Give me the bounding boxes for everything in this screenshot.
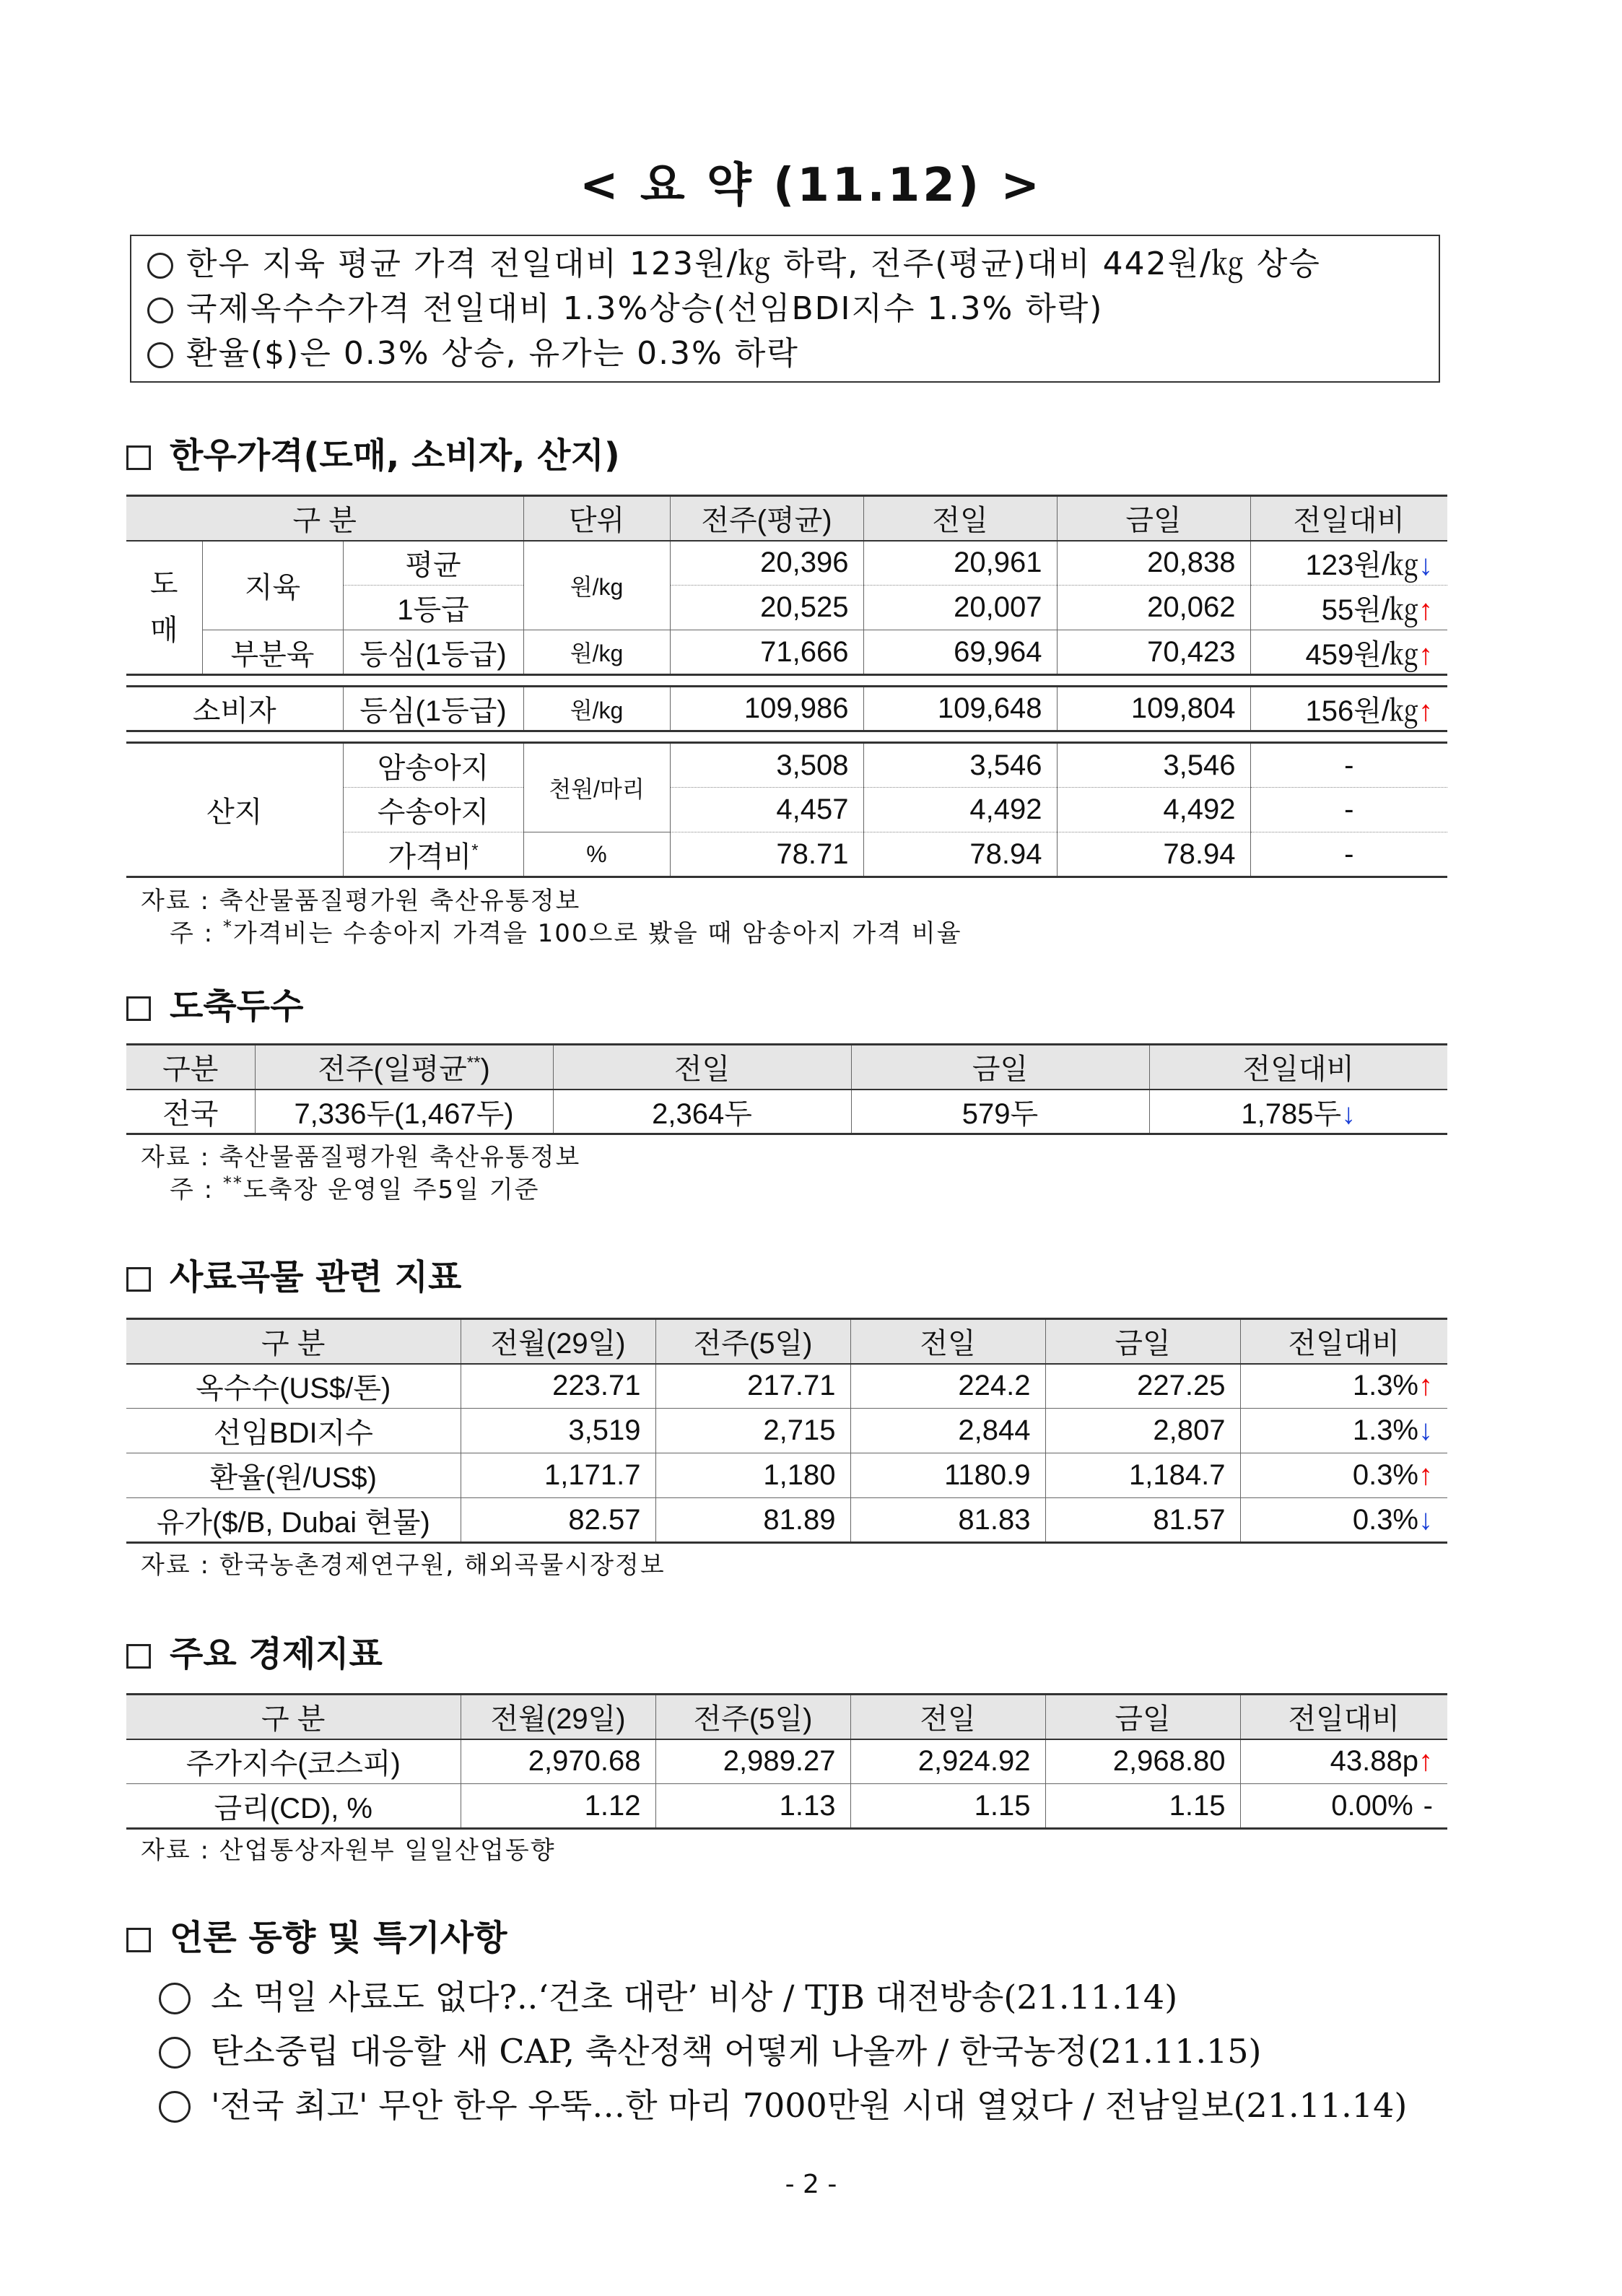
table-row: 유가($/B, Dubai 현물) 82.57 81.89 81.83 81.57 0.3%↓ xyxy=(126,1498,1447,1543)
table-row: 수송아지 4,457 4,492 4,492 - xyxy=(126,788,1447,832)
section-heading-slaughter: 도축두수 xyxy=(126,978,303,1028)
square-bullet-icon xyxy=(126,445,151,470)
down-arrow-icon: ↓ xyxy=(1341,1097,1356,1130)
news-item: 소 먹일 사료도 없다?..‘건초 대란’ 비상 / TJB 대전방송(21.11.14) xyxy=(159,1971,1177,2019)
summary-box xyxy=(130,235,1440,383)
slaughter-table xyxy=(126,1043,1447,1135)
table-row: 금리(CD), % 1.12 1.13 1.15 1.15 0.00% - xyxy=(126,1784,1447,1829)
summary-line: 국제옥수수가격 전일대비 1.3%상승(선임BDI지수 1.3% 하락) xyxy=(147,287,1423,331)
source-note: 자료 : 산업통상자원부 일일산업동향 xyxy=(141,1836,556,1865)
page-number: - 2 - xyxy=(785,2170,837,2199)
circle-bullet-icon xyxy=(147,253,173,279)
table-row: 환율(원/US$) 1,171.7 1,180 1180.9 1,184.7 0.3%↑ xyxy=(126,1453,1447,1498)
table-row: 도 매 지육 평균 원/kg 20,396 20,961 20,838 123원/㎏↓ xyxy=(126,541,1447,586)
table-row: 산지 암송아지 천원/마리 3,508 3,546 3,546 - xyxy=(126,743,1447,788)
up-arrow-icon: ↑ xyxy=(1418,1459,1433,1491)
square-bullet-icon xyxy=(126,996,151,1021)
table-header-row: 구 분 단위 전주(평균) 전일 금일 전일대비 xyxy=(126,496,1447,541)
section-heading-media: 언론 동향 및 특기사항 xyxy=(126,1910,507,1960)
table-row: 전국 7,336두(1,467두) 2,364두 579두 1,785두↓ xyxy=(126,1090,1447,1134)
down-arrow-icon: ↓ xyxy=(1418,1503,1433,1536)
table-row: 옥수수(US$/톤) 223.71 217.71 224.2 227.25 1.3%↑ xyxy=(126,1364,1447,1409)
circle-bullet-icon xyxy=(147,297,173,323)
section-heading-feed-grain: 사료곡물 관련 지표 xyxy=(126,1249,461,1299)
circle-bullet-icon xyxy=(159,2037,191,2069)
table-header-row: 구 분 전월(29일) 전주(5일) 전일 금일 전일대비 xyxy=(126,1695,1447,1739)
circle-bullet-icon xyxy=(159,2091,191,2123)
summary-line: 환율($)은 0.3% 상승, 유가는 0.3% 하락 xyxy=(147,331,1423,376)
up-arrow-icon: ↑ xyxy=(1418,638,1433,671)
table-row: 1등급 20,525 20,007 20,062 55원/㎏↑ xyxy=(126,586,1447,630)
square-bullet-icon xyxy=(126,1267,151,1292)
footnote: 주 : *가격비는 수송아지 가격을 100으로 봤을 때 암송아지 가격 비율 xyxy=(170,916,962,948)
circle-bullet-icon xyxy=(159,1983,191,2014)
section-heading-economy: 주요 경제지표 xyxy=(126,1626,383,1676)
table-row: 소비자 등심(1등급) 원/kg 109,986 109,648 109,804 156원/㎏↑ xyxy=(126,687,1447,731)
summary-line: 한우 지육 평균 가격 전일대비 123원/㎏ 하락, 전주(평균)대비 442원/㎏ 상승 xyxy=(147,242,1423,287)
section-heading-hanwoo-price: 한우가격(도매, 소비자, 산지) xyxy=(126,427,620,477)
table-row: 부분육 등심(1등급) 원/kg 71,666 69,964 70,423 459원/㎏↑ xyxy=(126,630,1447,675)
source-note: 자료 : 축산물품질평가원 축산유통정보 xyxy=(141,887,581,916)
footnote: 주 : **도축장 운영일 주5일 기준 xyxy=(170,1173,540,1204)
table-row: 선임BDI지수 3,519 2,715 2,844 2,807 1.3%↓ xyxy=(126,1409,1447,1453)
source-note: 자료 : 축산물품질평가원 축산유통정보 xyxy=(141,1143,581,1172)
up-arrow-icon: ↑ xyxy=(1418,1745,1433,1778)
circle-bullet-icon xyxy=(147,342,173,368)
down-arrow-icon: ↓ xyxy=(1418,1414,1433,1446)
square-bullet-icon xyxy=(126,1644,151,1669)
table-header-row: 구분 전주(일평균**) 전일 금일 전일대비 xyxy=(126,1045,1447,1090)
news-item: 탄소중립 대응할 새 CAP, 축산정책 어떻게 나올까 / 한국농정(21.11.15) xyxy=(159,2025,1261,2073)
up-arrow-icon: ↑ xyxy=(1418,1370,1433,1402)
square-bullet-icon xyxy=(126,1928,151,1952)
up-arrow-icon: ↑ xyxy=(1418,695,1433,727)
feed-grain-table xyxy=(126,1318,1447,1544)
source-note: 자료 : 한국농촌경제연구원, 해외곡물시장정보 xyxy=(141,1551,666,1580)
news-item: '전국 최고' 무안 한우 우뚝…한 마리 7000만원 시대 열었다 / 전남일보(21.11.14) xyxy=(159,2079,1407,2127)
table-row: 주가지수(코스피) 2,970.68 2,989.27 2,924.92 2,968.80 43.88p↑ xyxy=(126,1739,1447,1784)
table-header-row: 구 분 전월(29일) 전주(5일) 전일 금일 전일대비 xyxy=(126,1319,1447,1364)
down-arrow-icon: ↓ xyxy=(1418,549,1433,582)
dash-icon: - xyxy=(1423,1789,1433,1822)
economy-table xyxy=(126,1693,1447,1830)
hanwoo-price-table xyxy=(126,495,1447,878)
up-arrow-icon: ↑ xyxy=(1418,594,1433,626)
table-row: 가격비* % 78.71 78.94 78.94 - xyxy=(126,832,1447,877)
page-title: < 요 약 (11.12) > xyxy=(580,159,1042,212)
